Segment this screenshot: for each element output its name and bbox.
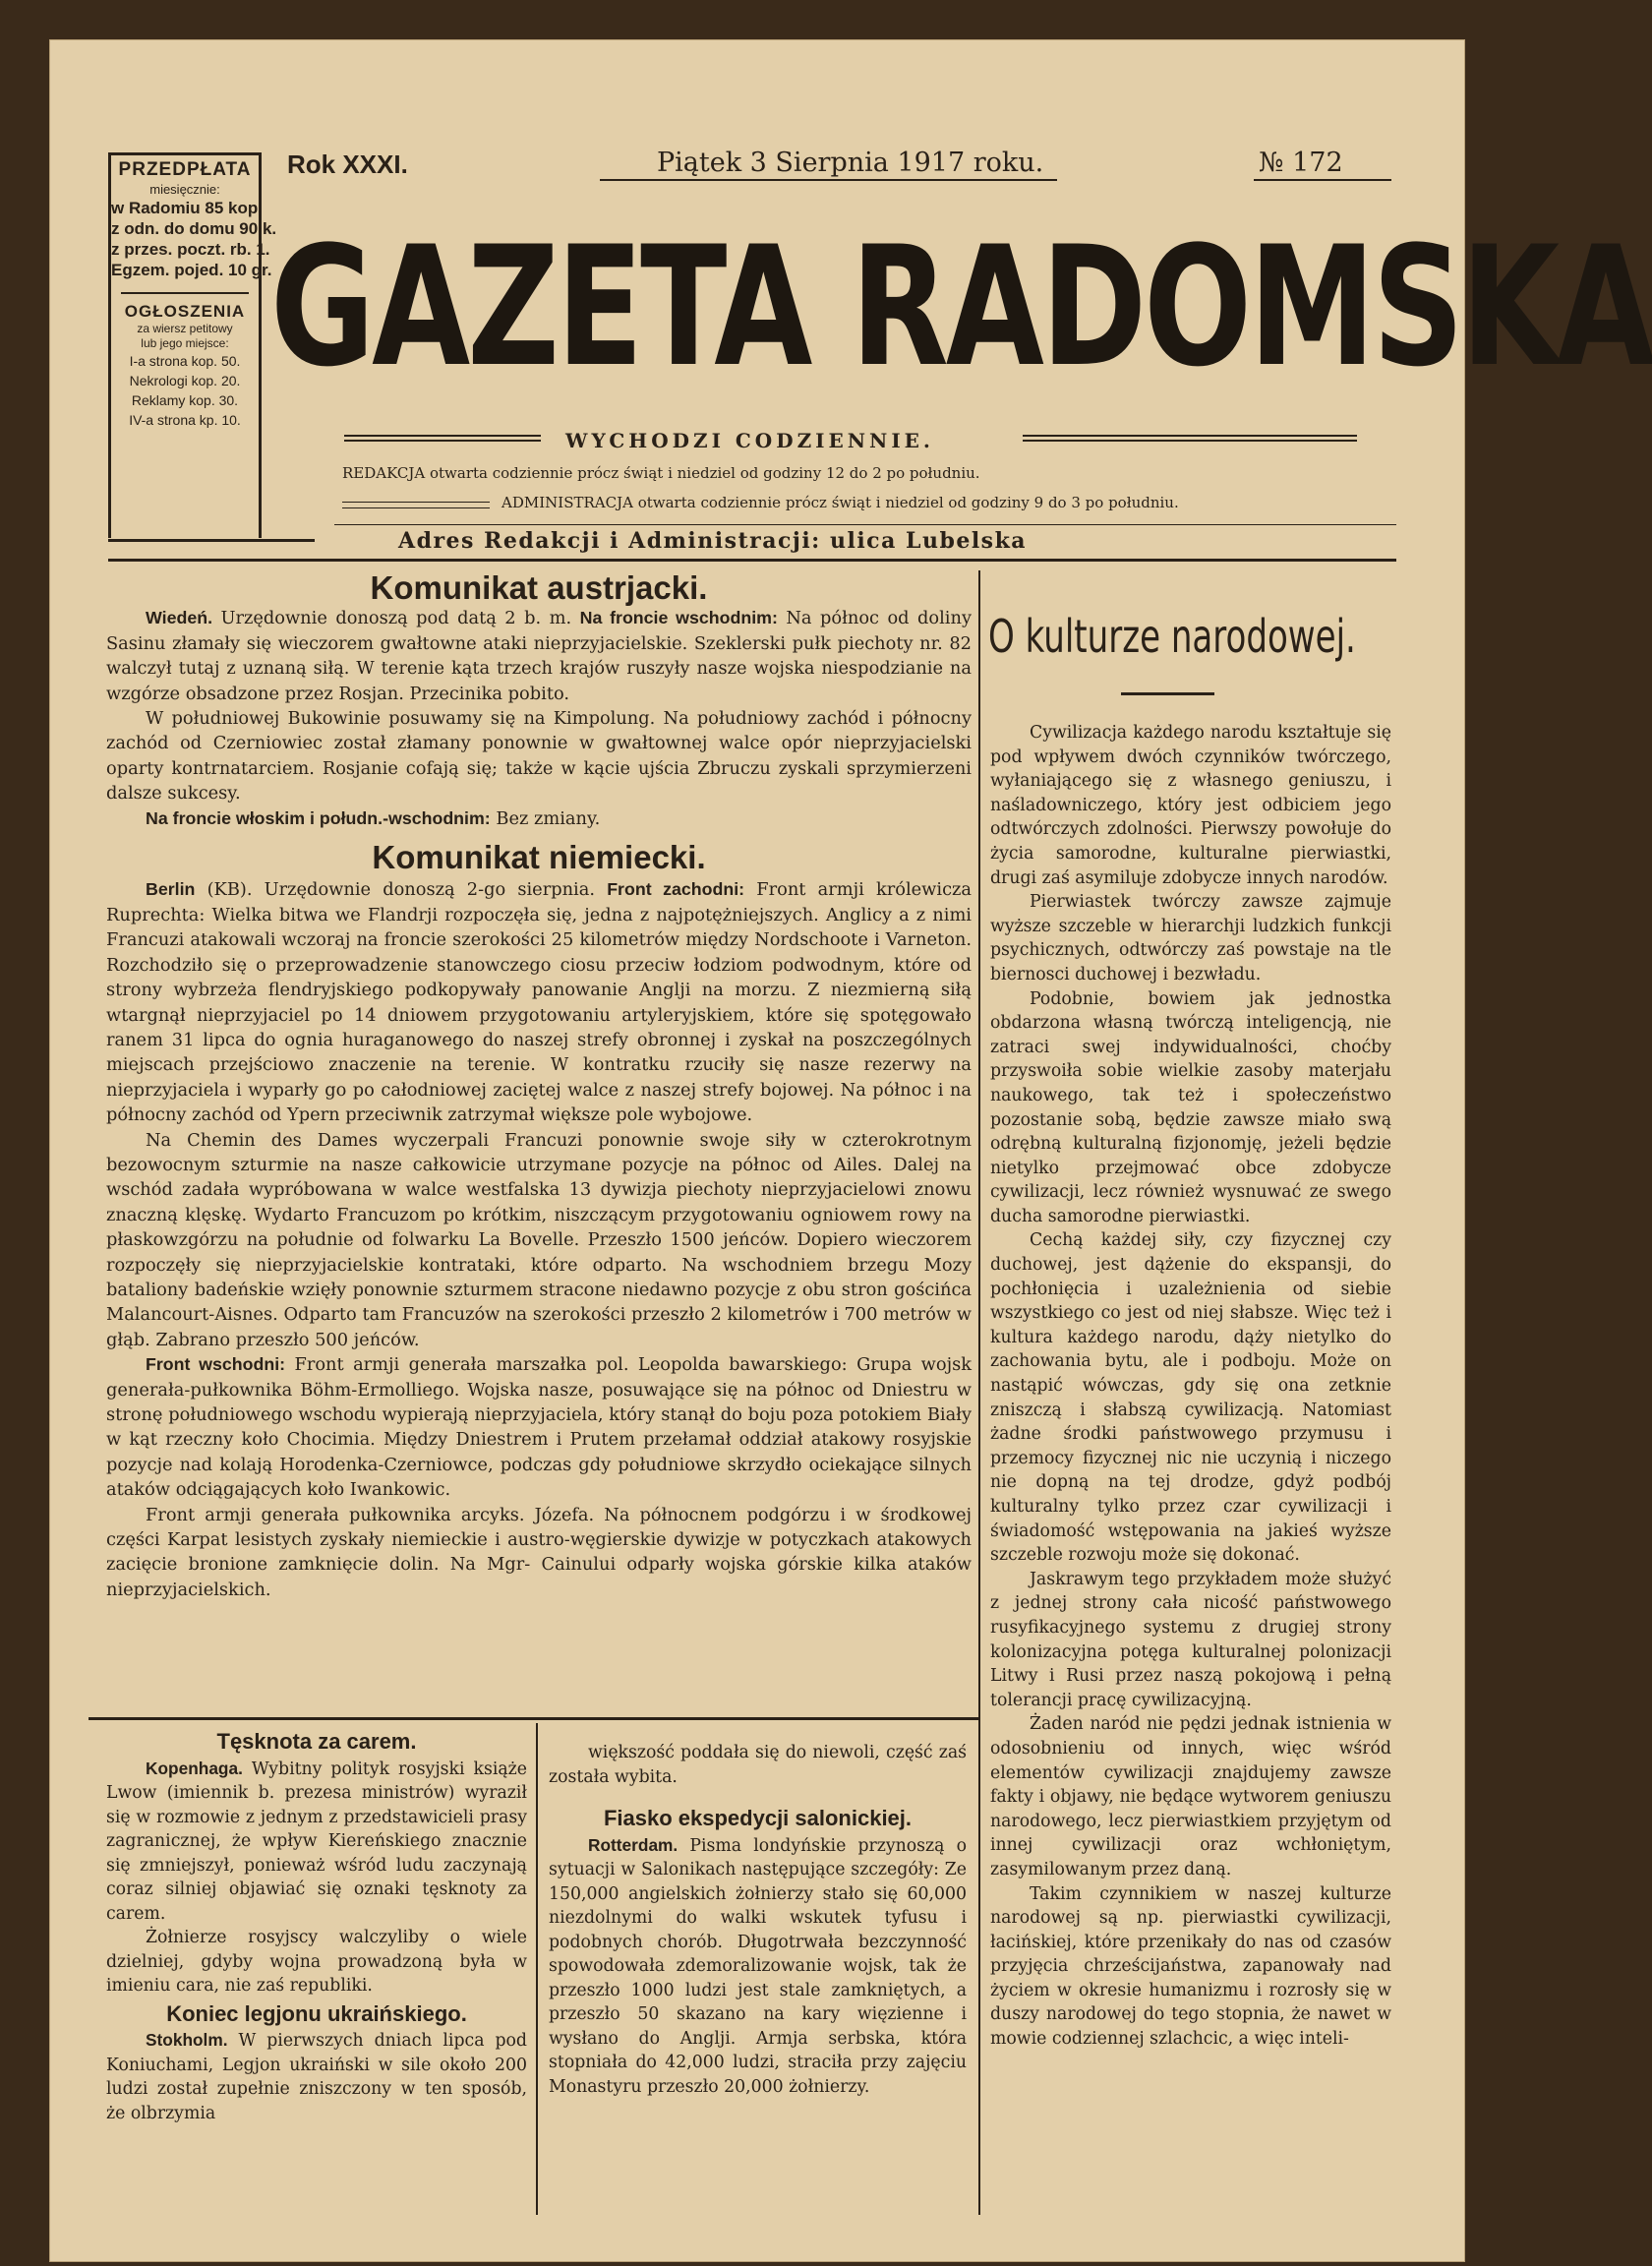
dateline: Kopenhaga. xyxy=(146,1758,243,1778)
dateline: Berlin xyxy=(146,879,196,900)
culture-article xyxy=(990,721,1391,2052)
article-headline: Koniec legjonu ukraińskiego. xyxy=(166,2000,467,2026)
dateline: Wiedeń. xyxy=(146,608,213,628)
address-line: Adres Redakcji i Administracji: ulica Lubelska xyxy=(398,528,1028,554)
article-paragraph: większość poddała się do niewoli, część zaś została wybita. xyxy=(549,1743,967,1787)
article-paragraph: Rotterdam. Pisma londyńskie przynoszą o sytuacji w Salonikach następujące szczegóły: Ze 150,000 angielskich żołnierzy stało się 60,000 niezdolnymi do walki wskutek tyfusu i podobnych chorób. Długotrwała bezczynność spowodowała zdemoralizowanie wojsk, tak że przeszło 1000 ludzi jest stale zamkniętych, a przeszło 50 skazano na kary więzienne i wysłano do Anglji. Armja serbska, która stopniała do 42,000 ludzi, straciła przy zajęciu Monastyru przeszło 20,000 żołnierzy. xyxy=(549,1834,967,2097)
volume-year: Rok XXXI. xyxy=(287,149,408,179)
divider xyxy=(121,292,249,294)
newspaper-title: GAZETA RADOMSKA xyxy=(270,210,1652,403)
culture-headline-box xyxy=(988,592,1391,686)
culture-headline: O kulturze narodowej. xyxy=(988,610,1356,663)
article-paragraph: Podobnie, bowiem jak jednostka obdarzona własną twórczą inteligencją, nie zatraci swej indywidualności, choćby przyswoiła sobie wielkie zasoby materjału naukowego, tak też i społeczeństwo pozostanie sobą, będzie zawsze miało swą odrębną kulturalną fizjonomję, jeżeli będzie nietylko przejmować obce zdobycze cywilizacji, lecz również wysnuwać ze swego ducha samorodne pierwiastki. xyxy=(990,988,1391,1226)
column-rule xyxy=(536,1723,538,2215)
dateline: Rotterdam. xyxy=(588,1834,678,1855)
article-headline: Fiasko ekspedycji salonickiej. xyxy=(603,1806,913,1830)
divider xyxy=(88,1717,978,1720)
article-paragraph: Jaskrawym tego przykładem może służyć z jednej strony cała nicość państwowego rusyfikacyjnego systemu z drugiej strony kolonizacyjna potęga kulturalnej polonizacji Litwy i Rusi przez naszą pokojową i pełną tolerancji pracę cywilizacyjną. xyxy=(990,1569,1391,1710)
german-paragraph: Na Chemin des Dames wyczerpali Francuzi ponownie swoje siły w czterokrotnym bezowocnym szturmie na nasze całkowicie utrzymane pozycje na północ od Ailes. Dalej na wschód zadała wypróbowana w walce westfalska 13 dywizja piechoty nieprzyjacielowi znowu znaczną klęskę. Wydarto Francuzom po krótkim, niszczącym przygotowaniu ogniowem rowy na płaskowzgórzu na południe od folwarku La Bovelle. Przeszło 1500 jeńców. Dopiero wieczorem rozpoczęły się nieprzyjacielskie kontrataki, które odparto. Na wschodniem brzegu Mozy bataliony badeńskie wzięły ponownie szturmem stracone niedawno pozycje z obu stron gościńca Malancourt-Aisnes. Odparto tam Francuzów na szerokości przeszło 2 kilometrów i 700 metrów w głąb. Zabrano przeszło 500 jeńców. xyxy=(106,1129,972,1350)
ads-note: lub jego miejsce: xyxy=(141,336,229,350)
divider xyxy=(1121,692,1214,695)
administration-hours: ADMINISTRACJA otwarta codziennie prócz świąt i niedziel od godziny 9 do 3 po południu. xyxy=(502,494,1179,511)
article-paragraph: Takim czynnikiem w naszej kulturze narodowej są np. pierwiastki cywilizacji, łacińskiej, które przenikały do nas od czasów przyjęcia chrześcijaństwa, zapanowały nad życiem w okresie humanizmu i rozrosły się w duszy narodowej do tego stopnia, że nawet w mowie codziennej szlachcic, a więc inteli- xyxy=(990,1883,1391,2050)
article-headline: Tęsknota za carem. xyxy=(216,1729,417,1754)
divider xyxy=(1254,179,1391,181)
article-paragraph: Żaden naród nie pędzi jednak istnienia w odosobnieniu od innych, więc wśród elementów cywilizacji znajdujemy zawsze fakty i objawy, nie będące wytworem geniuszu narodowego, lecz pierwiastkiem przyjętym od innej cywilizacji oraz wchłoniętym, zasymilowanym przez daną. xyxy=(990,1714,1391,1879)
news-column-left xyxy=(106,1726,527,2125)
subscription-title: PRZEDPŁATA xyxy=(118,159,252,180)
ads-line: Reklamy kop. 30. xyxy=(131,392,239,408)
news-column-middle xyxy=(549,1741,967,2099)
divider xyxy=(600,179,1057,181)
front-label: Na froncie włoskim i połudn.-wschodnim: xyxy=(146,807,491,828)
communiques-column xyxy=(106,569,972,1602)
ads-line: I-a strona kop. 50. xyxy=(129,353,241,369)
ads-line: Nekrologi kop. 20. xyxy=(129,373,241,388)
newspaper-page xyxy=(49,39,1652,2262)
austrian-paragraph: Wiedeń. Urzędownie donoszą pod datą 2 b. m. Na froncie wschodnim: Na północ od doliny Sasinu złamały się wieczorem gwałtowne ataki nieprzyjacielskie. Szeklerski pułk piechoty nr. 82 walczył tutaj z uznaną siłą. W terenie kąta trzech krajów ruszyły nasze wojska niespodzianie na wzgórze obsadzone przez Rosjan. Przecinika pobito. xyxy=(106,608,972,704)
front-label: Na froncie wschodnim: xyxy=(579,608,778,628)
article-paragraph: Cywilizacja każdego narodu kształtuje się pod wpływem dwóch czynników twórczego, wyłaniającego się z własnego geniuszu, i naśladowniczego, który jest odbiciem jego odtwórczych zdolności. Pierwszy powołuje do życia samorodne, kulturalne pierwiastki, drugi zaś asymiluje zdobycze innych narodów. xyxy=(990,723,1391,888)
issue-date: Piątek 3 Sierpnia 1917 roku. xyxy=(657,148,1044,178)
subscription-line: z odn. do domu 90 k. xyxy=(111,219,277,238)
german-headline: Komunikat niemiecki. xyxy=(372,839,706,876)
article-paragraph: Kopenhaga. Wybitny polityk rosyjski książe Lwow (imiennik b. prezesa ministrów) wyraził się w rozmowie z jednym z przedstawicieli prasy zagranicznej, że wpływ Kiereńskiego znacznie się zmniejszył, ponieważ wśród ludu zaczynają coraz silniej objawiać się oznaki tęsknoty za carem. xyxy=(106,1758,527,1924)
ads-line: IV-a strona kp. 10. xyxy=(129,412,241,428)
divider xyxy=(108,539,315,542)
article-paragraph: Cechą każdej siły, czy fizycznej czy duchowej, jest dążenie do ekspansji, do pochłonięcia i uzależnienia od siebie wszystkiego co jest od niej słabsze. Więc też i kultura każdego narodu, dąży nietylko do zachowania bytu, ale i podboju. Może on nastąpić wówczas, gdy się ona zetknie zniszczą i słabszą cywilizacją. Natomiast żadne środki państwowego przymusu i przemocy fizycznej nic nie uczynią i niczego nie dopną na tej drodze, gdyż podbój kulturalny tylko przez czar cywilizacji i świadomość wstępowania na jakieś wyższe szczeble rozwoju może się dokonać. xyxy=(990,1230,1391,1566)
subscription-line: Egzem. pojed. 10 gr. xyxy=(111,261,272,279)
divider xyxy=(342,507,490,508)
column-rule xyxy=(978,570,980,2215)
german-paragraph: Berlin (KB). Urzędownie donoszą 2-go sierpnia. Front zachodni: Front armji królewicza Ruprechta: Wielka bitwa we Flandrji rozpoczęła się, jedna z najpotężniejszych. Anglicy a z nimi Francuzi atakowali wczoraj na froncie szerokości 25 kilometrów między Nordschoote i Varneton. Rozchodziło się o przeprowadzenie stanowczego ciosu przeciw łodziom podwodnym, które od strony wybrzeża flendryjskiego podkopywały panowanie Anglji na morzu. Z niezmierną siłą wtargnął nieprzyjaciel po 14 dniowem przygotowaniu artyleryjskiem, które się spotęgowało ranem 31 lipca do ognia huraganowego do naszej strefy obronnej i zyskał na poszczególnych miejscach przejściowo znaczenie na terenie. W kontratku rzuciły się nasze rezerwy na nieprzyjaciela i wyparły go po całodniowej zaciętej walce z naszej strefy bojowej. Na północ i na północny zachód od Ypern przeciwnik zatrzymał większe pole wybojowe. xyxy=(106,879,972,1126)
german-paragraph: Front wschodni: Front armji generała marszałka pol. Leopolda bawarskiego: Grupa wojsk generała-pułkownika Böhm-Ermolliego. Wojska nasze, posuwające się na północ od Dniestru w stronę południowego wschodu wypierają nieprzyjaciela, który stanął do boju poza potokiem Biały w kąt rzeczny koło Chocimia. Między Dniestrem i Prutem przełamał oddział atakowy rosyjskie pozycje nad kolają Horodenka-Czerniowce, podczas gdy południowe skrzydło ociekające silnych ataków odciągających koło Iwankowic. xyxy=(106,1354,972,1501)
german-paragraph: Front armji generała pułkownika arcyks. Józefa. Na północnem podgórzu i w środkowej części Karpat lesistych zyskały niemieckie i austro-węgierskie dywizje w potyczkach atakowych zacięcie bronione zamknięcie dolin. Na Mgr- Cainului odparły wojska górskie kilka ataków nieprzyjacielskich. xyxy=(106,1504,972,1600)
editorial-hours: REDAKCJA otwarta codziennie prócz świąt i niedziel od godziny 12 do 2 po południu. xyxy=(342,464,980,482)
dateline: Stokholm. xyxy=(146,2030,228,2050)
issue-number: № 172 xyxy=(1259,148,1343,178)
divider xyxy=(108,559,1396,562)
divider xyxy=(342,502,490,503)
ads-note: za wiersz petitowy xyxy=(137,322,233,335)
article-paragraph: Stokholm. W pierwszych dniach lipca pod Koniuchami, Legjon ukraiński w sile około 200 ludzi został zupełnie zniszczony w ten sposób, że olbrzymia xyxy=(106,2030,527,2123)
subscription-line: w Radomiu 85 kop. xyxy=(111,199,263,217)
article-paragraph: Pierwiastek twórczy zawsze zajmuje wyższe szczeble w hierarchji ludzkich funkcji psychicznych, odtwórczy zaś powstaje na tle biernosci duchowej i bezwładu. xyxy=(990,892,1391,984)
ads-title: OGŁOSZENIA xyxy=(124,302,246,321)
divider xyxy=(334,524,1396,525)
front-label: Front zachodni: xyxy=(607,879,745,900)
front-label: Front wschodni: xyxy=(146,1354,286,1375)
austrian-paragraph: W południowej Bukowinie posuwamy się na Kimpolung. Na południowy zachód i północny zachód od Czerniowiec został złamany ponownie w gwałtownej walce opór nieprzyjacielski oparty kontrnatarciem. Rosjanie cofają się; także w kącie ujścia Zbruczu zyskali sprzymierzeni dalsze sukcesy. xyxy=(106,708,972,805)
tagline: WYCHODZI CODZIENNIE. xyxy=(565,429,934,452)
article-paragraph: Żołnierze rosyjscy walczyliby o wiele dzielniej, gdyby wojna prowadzoną była w imieniu cara, nie zaś republiki. xyxy=(106,1928,527,1996)
subscription-period: miesięcznie: xyxy=(149,182,220,197)
austrian-headline: Komunikat austrjacki. xyxy=(370,569,708,606)
subscription-line: z przes. poczt. rb. 1. xyxy=(111,240,270,259)
austrian-paragraph: Na froncie włoskim i połudn.-wschodnim: Bez zmiany. xyxy=(146,807,601,829)
subscription-box xyxy=(108,152,277,538)
